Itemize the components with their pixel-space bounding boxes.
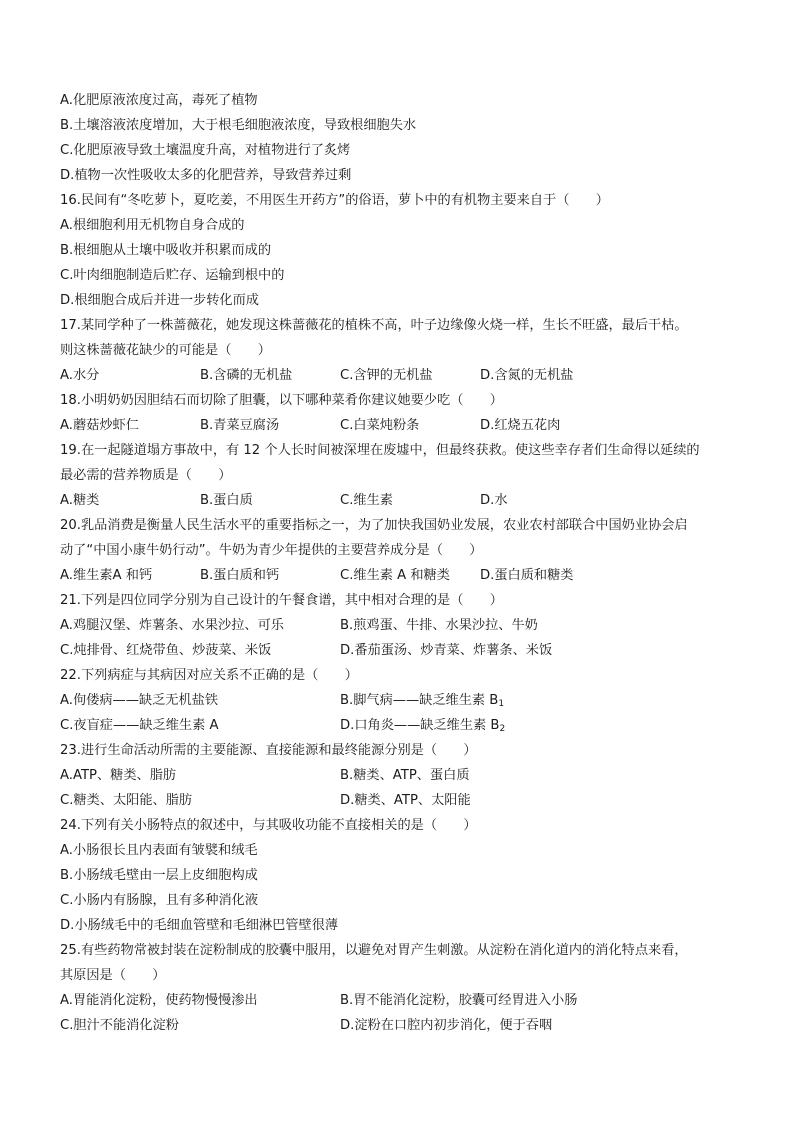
q16-option-b: B.根细胞从土壤中吸收并积累而成的 [60,243,272,258]
q20-options [60,563,740,588]
q17-option-d: D.含氮的无机盐 [480,368,574,383]
q22-options-row2 [60,713,740,738]
q24-option-a: A.小肠很长且内表面有皱襞和绒毛 [60,843,258,858]
q22-option-d-subscript: 2 [499,724,506,734]
q21-options-row2 [60,638,740,663]
q25-stem-line2: 其原因是（ ） [60,968,166,983]
q23-option-a: A.ATP、糖类、脂肪 [60,768,177,783]
q20-stem-line2: 动了“中国小康牛奶行动”。牛奶为青少年提供的主要营养成分是（ ） [60,543,483,558]
q19-options [60,488,740,513]
q22-option-b-subscript: 1 [498,699,505,709]
q21-option-b: B.煎鸡蛋、牛排、水果沙拉、牛奶 [340,618,538,633]
q17-option-a: A.水分 [60,368,100,383]
q25-options-row2 [60,1013,740,1038]
q18-options [60,413,740,438]
question-list [60,88,740,1038]
q24-option-c: C.小肠内有肠腺，且有多种消化液 [60,893,259,908]
q20-option-d: D.蛋白质和糖类 [480,568,574,583]
q19-option-b: B.蛋白质 [200,493,253,508]
q17-option-c: C.含钾的无机盐 [340,368,433,383]
q22-option-b-text: B.脚气病——缺乏维生素 B [340,693,499,708]
q15-option-c: C.化肥原液导致土壤温度升高，对植物进行了炙烤 [60,143,351,158]
q20-option-b: B.蛋白质和钙 [200,568,280,583]
q22-option-d [340,713,620,738]
q22-option-b [340,688,620,713]
q15-option-b: B.土壤溶液浓度增加，大于根毛细胞液浓度，导致根细胞失水 [60,118,417,133]
q17-stem-line1: 17.某同学种了一株蔷薇花，她发现这株蔷薇花的植株不高，叶子边缘像火烧一样，生长不旺盛，最后干枯。 [60,318,688,333]
q24-option-d: D.小肠绒毛中的毛细血管壁和毛细淋巴管壁很薄 [60,918,339,933]
q25-option-b: B.胃不能消化淀粉，胶囊可经胃进入小肠 [340,993,578,1008]
q24-option-b: B.小肠绒毛壁由一层上皮细胞构成 [60,868,258,883]
q23-option-c: C.糖类、太阳能、脂肪 [60,793,193,808]
q23-options-row2 [60,788,740,813]
q25-option-a: A.胃能消化淀粉，使药物慢慢渗出 [60,993,258,1008]
q19-stem-line2: 最必需的营养物质是（ ） [60,468,232,483]
q16-option-d: D.根细胞合成后并进一步转化而成 [60,293,259,308]
q24-stem: 24.下列有关小肠特点的叙述中，与其吸收功能不直接相关的是（ ） [60,818,477,833]
q18-option-c: C.白菜炖粉条 [340,418,420,433]
q22-option-a: A.佝偻病——缺乏无机盐铁 [60,693,219,708]
q22-option-c: C.夜盲症——缺乏维生素 A [60,718,219,733]
q16-stem: 16.民间有“冬吃萝卜，夏吃姜，不用医生开药方”的俗语，萝卜中的有机物主要来自于（ ） [60,193,609,208]
q23-option-b: B.糖类、ATP、蛋白质 [340,768,470,783]
q21-options-row1 [60,613,740,638]
q18-option-a: A.蘑菇炒虾仁 [60,418,139,433]
q22-option-d-text: D.口角炎——缺乏维生素 B [340,718,500,733]
q25-options-row1 [60,988,740,1013]
q20-option-a: A.维生素A 和钙 [60,568,153,583]
q19-option-a: A.糖类 [60,493,100,508]
q17-option-b: B.含磷的无机盐 [200,368,293,383]
q16-option-c: C.叶肉细胞制造后贮存、运输到根中的 [60,268,285,283]
q18-stem: 18.小明奶奶因胆结石而切除了胆囊，以下哪种菜肴你建议她要少吃（ ） [60,393,503,408]
q21-option-d: D.番茄蛋汤、炒青菜、炸薯条、米饭 [340,643,553,658]
q22-stem: 22.下列病症与其病因对应关系不正确的是（ ） [60,668,358,683]
q19-stem-line1: 19.在一起隧道塌方事故中，有 12 个人长时间被深埋在废墟中，但最终获救。使这些幸存者们生命得以延续的 [60,443,700,458]
q23-options-row1 [60,763,740,788]
q21-option-c: C.炖排骨、红烧带鱼、炒菠菜、米饭 [60,643,272,658]
q18-option-b: B.青菜豆腐汤 [200,418,280,433]
q17-options [60,363,740,388]
q15-option-a: A.化肥原液浓度过高，毒死了植物 [60,93,258,108]
q19-option-c: C.维生素 [340,493,393,508]
q20-option-c: C.维生素 A 和糖类 [340,568,450,583]
q25-stem-line1: 25.有些药物常被封装在淀粉制成的胶囊中服用，以避免对胃产生刺激。从淀粉在消化道内的消化特点来看， [60,943,688,958]
q22-options-row1 [60,688,740,713]
q19-option-d: D.水 [480,493,508,508]
q17-stem-line2: 则这株蔷薇花缺少的可能是（ ） [60,343,271,358]
q25-option-c: C.胆汁不能消化淀粉 [60,1018,179,1033]
q18-option-d: D.红烧五花肉 [480,418,561,433]
q23-option-d: D.糖类、ATP、太阳能 [340,793,471,808]
q16-option-a: A.根细胞利用无机物自身合成的 [60,218,245,233]
q21-stem: 21.下列是四位同学分别为自己设计的午餐食谱，其中相对合理的是（ ） [60,593,503,608]
q23-stem: 23.进行生命活动所需的主要能源、直接能源和最终能源分别是（ ） [60,743,477,758]
q15-option-d: D.植物一次性吸收太多的化肥营养，导致营养过剩 [60,168,352,183]
q20-stem-line1: 20.乳品消费是衡量人民生活水平的重要指标之一，为了加快我国奶业发展，农业农村部联合中国奶业协会启 [60,518,688,533]
q21-option-a: A.鸡腿汉堡、炸薯条、水果沙拉、可乐 [60,618,284,633]
q25-option-d: D.淀粉在口腔内初步消化，便于吞咽 [340,1018,553,1033]
